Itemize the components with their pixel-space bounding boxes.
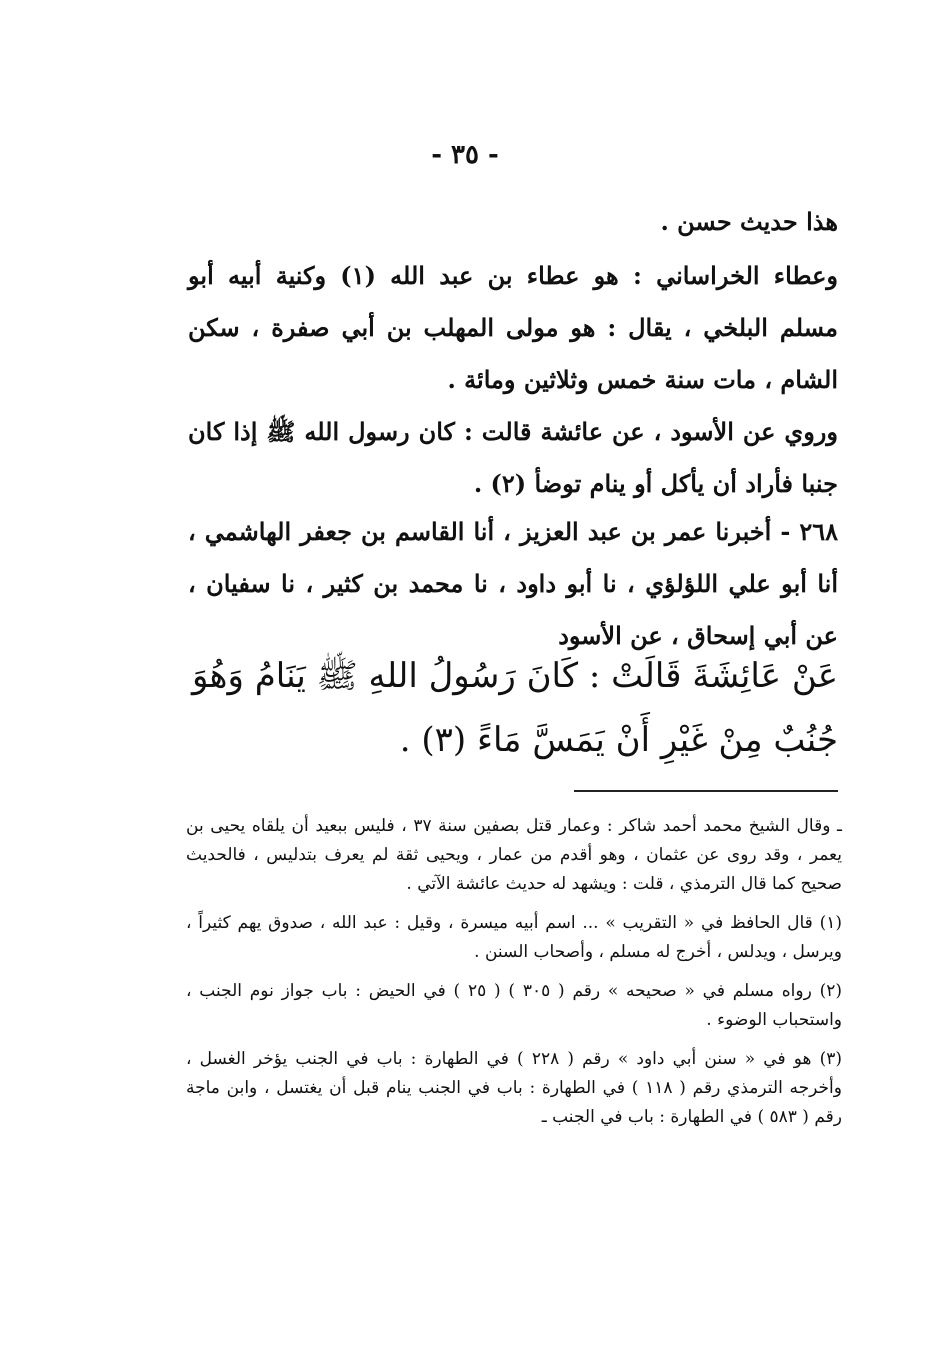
paragraph-narrator-biography: وعطاء الخراساني : هو عطاء بن عبد الله (١) وكنية أبيه أبو مسلم البلخي ، يقال : هو مولى المهلب بن أبي صفرة ، سكن الشام ، مات سنة خمس وثلاثين ومائة . bbox=[188, 261, 838, 394]
footnote-continuation: ـ وقال الشيخ محمد أحمد شاكر : وعمار قتل بصفين سنة ٣٧ ، فليس ببعيد أن يلقاه يحيى بن يعمر ، وقد روى عن عثمان ، وهو أقدم من عمار ، ويحيى ثقة لم يعرف بتدليس ، فالحديث صحيح كما قال الترمذي ، قلت : ويشهد له حديث عائشة الآتي . bbox=[186, 816, 842, 894]
footnote-2: (٢) رواه مسلم في « صحيحه » رقم ( ٣٠٥ ) ( ٢٥ ) في الحيض : باب جواز نوم الجنب ، واستحباب الوضوء . bbox=[186, 981, 842, 1030]
paragraph-hadith-grade: هذا حديث حسن . bbox=[660, 207, 838, 236]
footnote-3: (٣) هو في « سنن أبي داود » رقم ( ٢٢٨ ) في الطهارة : باب في الجنب يؤخر الغسل ، وأخرجه الترمذي رقم ( ١١٨ ) في الطهارة : باب في الجنب ينام قبل أن يغتسل ، وابن ماجة رقم ( ٥٨٣ ) في الطهارة : باب في الجنب ـ bbox=[186, 1049, 842, 1127]
footnotes-section bbox=[186, 812, 842, 1142]
hadith-text: عَنْ عَائِشَةَ قَالَتْ : كَانَ رَسُولُ اللهِ ﷺ يَنَامُ وَهُوَ جُنُبٌ مِنْ غَيْرِ أَنْ يَمَسَّ مَاءً (٣) . bbox=[191, 656, 838, 760]
footnote-1: (١) قال الحافظ في « التقريب » ... اسم أبيه ميسرة ، وقيل : عبد الله ، صدوق يهم كثيراً ، ويرسل ، ويدلس ، أخرج له مسلم ، وأصحاب السنن . bbox=[186, 913, 842, 962]
paragraph-isnad-268: ٢٦٨ - أخبرنا عمر بن عبد العزيز ، أنا القاسم بن جعفر الهاشمي ، أنا أبو علي اللؤلؤي ، نا أبو داود ، نا محمد بن كثير ، نا سفيان ، عن أبي إسحاق ، عن الأسود bbox=[188, 517, 838, 650]
page-number: - ٣٥ - bbox=[431, 140, 499, 170]
footnote-separator bbox=[574, 790, 838, 792]
paragraph-aswad-narration: وروي عن الأسود ، عن عائشة قالت : كان رسول الله ﷺ إذا كان جنبا فأراد أن يأكل أو ينام توضأ (٢) . bbox=[188, 417, 838, 498]
